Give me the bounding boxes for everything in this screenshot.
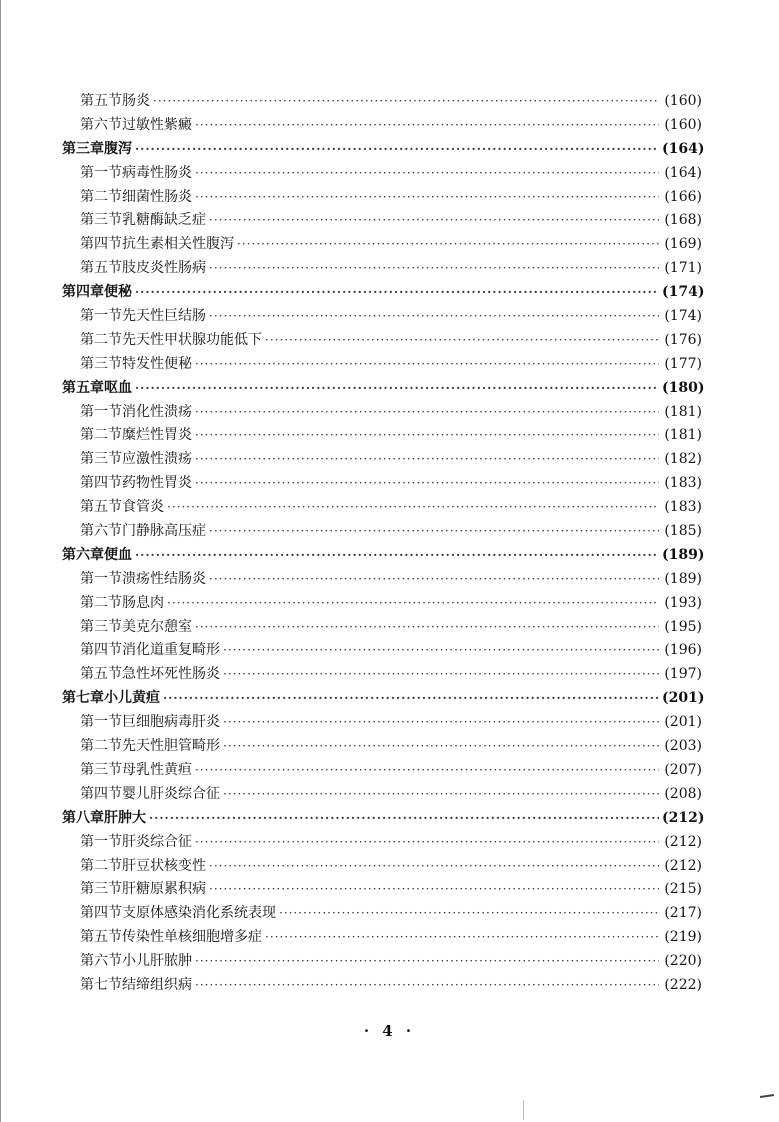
toc-section-row[interactable] — [62, 711, 702, 735]
toc-entry-number: 第六节 — [80, 116, 122, 133]
toc-entry-number: 第二节 — [80, 188, 122, 205]
toc-entry-number: 第四节 — [80, 236, 122, 253]
toc-section-row[interactable] — [62, 90, 702, 114]
dot-leader — [209, 855, 659, 879]
toc-entry-page: (197) — [664, 666, 702, 683]
toc-entry-page: (208) — [664, 785, 702, 802]
toc-entry-page: (207) — [664, 761, 702, 778]
dot-leader — [223, 711, 659, 735]
toc-section-row[interactable] — [62, 424, 702, 448]
toc-entry-page: (176) — [664, 331, 702, 348]
dot-leader — [195, 186, 659, 210]
dot-leader — [163, 687, 659, 711]
toc-entry-title: 腹泻 — [104, 140, 132, 157]
toc-entry-page: (212) — [664, 833, 702, 850]
toc-entry-title: 先天性甲状腺功能低下 — [122, 331, 262, 348]
toc-entry-number: 第三节 — [80, 618, 122, 635]
toc-entry-number: 第一节 — [80, 403, 122, 420]
toc-section-row[interactable] — [62, 639, 702, 663]
toc-entry-number: 第三节 — [80, 761, 122, 778]
toc-entry-number: 第五节 — [80, 93, 122, 109]
toc-entry-title: 支原体感染消化系统表现 — [122, 905, 276, 922]
toc-section-row[interactable] — [62, 472, 702, 496]
toc-entry-number: 第二节 — [80, 331, 122, 348]
toc-section-row[interactable] — [62, 448, 702, 472]
toc-section-row[interactable] — [62, 759, 702, 783]
toc-entry-page: (201) — [664, 714, 702, 731]
toc-entry-number: 第三节 — [80, 355, 122, 372]
dot-leader — [195, 831, 659, 855]
toc-entry-page: (160) — [664, 93, 702, 109]
toc-entry-title: 结缔组织病 — [122, 976, 192, 993]
toc-entry-title: 传染性单核细胞增多症 — [122, 929, 262, 946]
toc-entry-page: (160) — [664, 116, 702, 133]
toc-entry-number: 第一节 — [80, 308, 122, 325]
toc-section-row[interactable] — [62, 186, 702, 210]
toc-section-row[interactable] — [62, 114, 702, 138]
toc-entry-title: 婴儿肝炎综合征 — [122, 785, 220, 802]
toc-section-row[interactable] — [62, 855, 702, 879]
dot-leader — [195, 114, 659, 138]
dot-leader — [209, 257, 659, 281]
toc-entry-page: (174) — [662, 284, 705, 301]
toc-entry-number: 第五节 — [80, 929, 122, 946]
page-edge — [0, 0, 1, 1122]
toc-entry-number: 第三节 — [80, 451, 122, 468]
toc-entry-number: 第七节 — [80, 976, 122, 993]
toc-entry-title: 药物性胃炎 — [122, 475, 192, 492]
dot-leader — [195, 950, 659, 974]
toc-entry-title: 食管炎 — [122, 499, 164, 516]
toc-chapter-row[interactable] — [62, 807, 705, 831]
toc-section-row[interactable] — [62, 520, 702, 544]
toc-section-row[interactable] — [62, 831, 702, 855]
dot-leader — [153, 90, 659, 114]
toc-entry-page: (180) — [662, 379, 705, 396]
dot-leader — [149, 807, 659, 831]
toc-entry-number: 第三节 — [80, 881, 122, 898]
toc-section-row[interactable] — [62, 162, 702, 186]
toc-chapter-row[interactable] — [62, 138, 705, 162]
dot-leader — [223, 735, 659, 759]
toc-entry-title: 门静脉高压症 — [122, 523, 206, 540]
toc-entry-title: 便血 — [104, 546, 132, 563]
toc-entry-number: 第五章 — [62, 379, 104, 396]
dot-leader — [195, 759, 659, 783]
toc-entry-page: (212) — [664, 857, 702, 874]
toc-entry-number: 第五节 — [80, 499, 122, 516]
dot-leader — [195, 162, 659, 186]
toc-entry-page: (183) — [664, 499, 702, 516]
dot-leader — [209, 878, 659, 902]
toc-entry-page: (181) — [664, 427, 702, 444]
toc-entry-title: 乳糖酶缺乏症 — [122, 212, 206, 229]
dot-leader — [195, 353, 659, 377]
toc-section-row[interactable] — [62, 353, 702, 377]
dot-leader — [195, 401, 659, 425]
toc-entry-title: 溃疡性结肠炎 — [122, 570, 206, 587]
toc-section-row[interactable] — [62, 974, 702, 998]
toc-entry-number: 第八章 — [62, 809, 104, 826]
toc-section-row[interactable] — [62, 305, 702, 329]
toc-section-row[interactable] — [62, 783, 702, 807]
dot-leader — [223, 663, 659, 687]
toc-entry-title: 消化性溃疡 — [122, 403, 192, 420]
toc-entry-page: (217) — [664, 905, 702, 922]
toc-entry-title: 美克尔憩室 — [122, 618, 192, 635]
toc-section-row[interactable] — [62, 329, 702, 353]
toc-section-row[interactable] — [62, 735, 702, 759]
toc-entry-number: 第二节 — [80, 427, 122, 444]
dot-leader — [135, 138, 659, 162]
toc-chapter-row[interactable] — [62, 687, 705, 711]
toc-entry-page: (168) — [664, 212, 702, 229]
toc-section-row[interactable] — [62, 496, 702, 520]
toc-entry-title: 抗生素相关性腹泻 — [122, 236, 234, 253]
toc-entry-title: 急性坏死性肠炎 — [122, 666, 220, 683]
dot-leader — [135, 281, 659, 305]
toc-entry-number: 第三节 — [80, 212, 122, 229]
dot-leader — [209, 305, 659, 329]
toc-entry-page: (169) — [664, 236, 702, 253]
toc-entry-page: (182) — [664, 451, 702, 468]
toc-entry-page: (195) — [664, 618, 702, 635]
toc-entry-title: 特发性便秘 — [122, 355, 192, 372]
toc-section-row[interactable] — [62, 209, 702, 233]
toc-chapter-row[interactable] — [62, 544, 705, 568]
toc-section-row[interactable] — [62, 616, 702, 640]
dot-leader — [209, 568, 659, 592]
toc-section-row[interactable] — [62, 257, 702, 281]
toc-entry-title: 肝糖原累积病 — [122, 881, 206, 898]
dot-leader — [167, 592, 659, 616]
dot-leader — [209, 520, 659, 544]
dot-leader — [265, 926, 659, 950]
dot-leader — [195, 472, 659, 496]
toc-entry-page: (189) — [664, 570, 702, 587]
toc-entry-number: 第四节 — [80, 905, 122, 922]
toc-entry-page: (201) — [662, 690, 705, 707]
scan-artifact — [523, 1100, 524, 1120]
page-number: · 4 · — [363, 1022, 416, 1040]
toc-chapter-row[interactable] — [62, 377, 705, 401]
toc-entry-title: 糜烂性胃炎 — [122, 427, 192, 444]
toc-entry-page: (171) — [664, 260, 702, 277]
toc-entry-number: 第一节 — [80, 714, 122, 731]
toc-entry-number: 第六节 — [80, 953, 122, 970]
dot-leader — [265, 329, 659, 353]
toc-entry-page: (181) — [664, 403, 702, 420]
toc-entry-title: 先天性巨结肠 — [122, 308, 206, 325]
toc-entry-number: 第二节 — [80, 857, 122, 874]
toc-entry-number: 第四节 — [80, 642, 122, 659]
toc-entry-title: 肢皮炎性肠病 — [122, 260, 206, 277]
dot-leader — [195, 424, 659, 448]
toc-entry-number: 第五节 — [80, 666, 122, 683]
toc-section-row[interactable] — [62, 663, 702, 687]
toc-entry-title: 便秘 — [104, 284, 132, 301]
toc-section-row[interactable] — [62, 950, 702, 974]
dot-leader — [279, 902, 659, 926]
toc-entry-title: 细菌性肠炎 — [122, 188, 192, 205]
toc-section-row[interactable] — [62, 401, 702, 425]
toc-entry-page: (174) — [664, 308, 702, 325]
toc-entry-page: (183) — [664, 475, 702, 492]
dot-leader — [209, 209, 659, 233]
toc-entry-page: (164) — [662, 140, 705, 157]
dot-leader — [195, 448, 659, 472]
toc-entry-title: 肝肿大 — [104, 809, 146, 826]
scan-artifact — [760, 1094, 774, 1098]
dot-leader — [237, 233, 659, 257]
toc-entry-page: (193) — [664, 594, 702, 611]
toc-section-row[interactable] — [62, 233, 702, 257]
toc-entry-page: (166) — [664, 188, 702, 205]
toc-entry-page: (203) — [664, 738, 702, 755]
toc-entry-title: 小儿肝脓肿 — [122, 953, 192, 970]
toc-entry-number: 第七章 — [62, 690, 104, 707]
toc-entry-number: 第一节 — [80, 570, 122, 587]
toc-entry-title: 肝炎综合征 — [122, 833, 192, 850]
toc-entry-title: 肝豆状核变性 — [122, 857, 206, 874]
toc-entry-number: 第二节 — [80, 738, 122, 755]
toc-entry-number: 第四节 — [80, 785, 122, 802]
toc-entry-page: (185) — [664, 523, 702, 540]
toc-entry-title: 应激性溃疡 — [122, 451, 192, 468]
dot-leader — [195, 974, 659, 998]
dot-leader — [223, 639, 659, 663]
toc-entry-title: 巨细胞病毒肝炎 — [122, 714, 220, 731]
toc-entry-number: 第五节 — [80, 260, 122, 277]
toc-entry-page: (215) — [664, 881, 702, 898]
toc-section-row[interactable] — [62, 592, 702, 616]
toc-entry-title: 肠息肉 — [122, 594, 164, 611]
toc-entry-number: 第四章 — [62, 284, 104, 301]
toc-entry-title: 消化道重复畸形 — [122, 642, 220, 659]
toc-entry-page: (164) — [664, 164, 702, 181]
toc-entry-page: (222) — [664, 976, 702, 993]
toc-entry-title: 小儿黄疸 — [104, 690, 160, 707]
dot-leader — [135, 544, 659, 568]
toc-entry-number: 第二节 — [80, 594, 122, 611]
toc-entry-page: (212) — [662, 809, 705, 826]
toc-entry-title: 过敏性紫癜 — [122, 116, 192, 133]
toc-entry-title: 母乳性黄疸 — [122, 761, 192, 778]
toc-section-row[interactable] — [62, 926, 702, 950]
toc-chapter-row[interactable] — [62, 281, 705, 305]
toc-entry-title: 病毒性肠炎 — [122, 164, 192, 181]
dot-leader — [195, 616, 659, 640]
toc-entry-number: 第六章 — [62, 546, 104, 563]
table-of-contents — [62, 90, 705, 998]
toc-entry-title: 肠炎 — [122, 93, 151, 109]
toc-entry-number: 第六节 — [80, 523, 122, 540]
dot-leader — [135, 377, 659, 401]
toc-entry-number: 第四节 — [80, 475, 122, 492]
toc-entry-number: 第三章 — [62, 140, 104, 157]
toc-entry-page: (189) — [662, 546, 705, 563]
toc-entry-page: (196) — [664, 642, 702, 659]
toc-section-row[interactable] — [62, 878, 702, 902]
toc-entry-page: (219) — [664, 929, 702, 946]
dot-leader — [167, 496, 659, 520]
toc-entry-number: 第一节 — [80, 164, 122, 181]
dot-leader — [223, 783, 659, 807]
toc-entry-title: 呕血 — [104, 379, 132, 396]
toc-section-row[interactable] — [62, 568, 702, 592]
toc-entry-page: (177) — [664, 355, 702, 372]
toc-section-row[interactable] — [62, 902, 702, 926]
toc-entry-page: (220) — [664, 953, 702, 970]
toc-entry-title: 先天性胆管畸形 — [122, 738, 220, 755]
toc-entry-number: 第一节 — [80, 833, 122, 850]
